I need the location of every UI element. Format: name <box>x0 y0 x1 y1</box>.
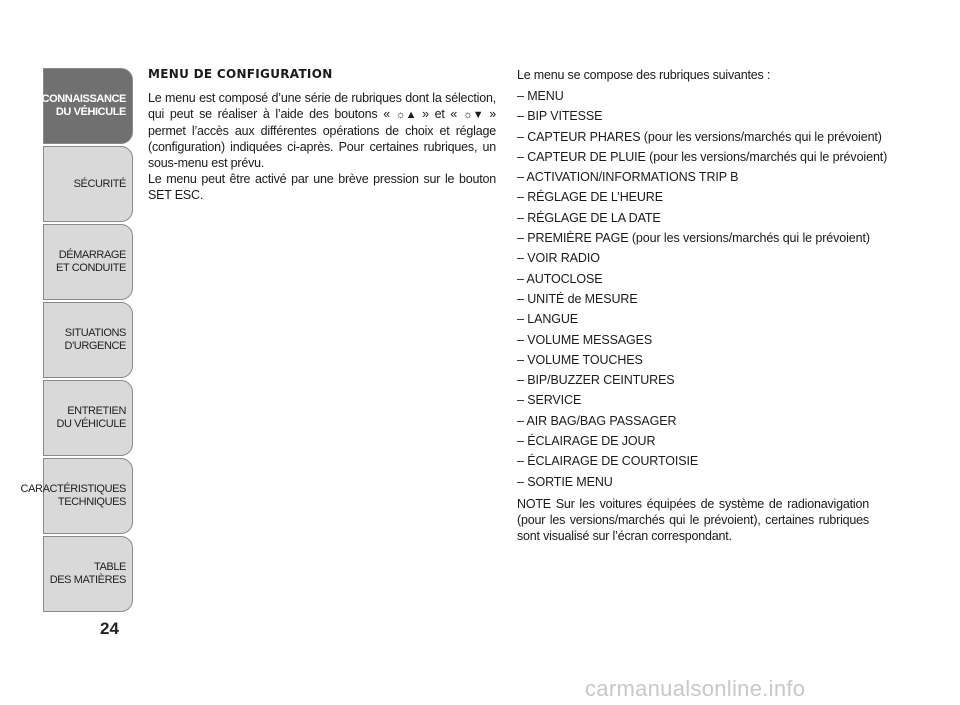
list-item: – ÉCLAIRAGE DE COURTOISIE <box>517 454 699 469</box>
tab-securite[interactable] <box>43 146 133 222</box>
navigation-note: NOTE Sur les voitures équipées de système de radionavigation (pour les versions/marchés qui le prévoient), certaines rubriques sont visualisé sur l’écran correspondant. <box>517 496 869 543</box>
list-item: – VOLUME TOUCHES <box>517 352 643 367</box>
right-column <box>517 67 888 556</box>
menu-description-part2: » et « <box>422 107 458 121</box>
tab-caracteristiques-techniques[interactable] <box>20 458 133 534</box>
tab-label: CARACTÉRISTIQUES TECHNIQUES <box>20 483 126 508</box>
list-item: – UNITÉ de MESURE <box>517 291 638 306</box>
list-item: – SERVICE <box>517 393 582 408</box>
menu-items-list <box>517 86 888 492</box>
tab-label: SITUATIONS D'URGENCE <box>64 327 126 352</box>
menu-description-part1: Le menu est composé d’une série de rubriques dont la sélection, qui peut se réaliser à l’aide des boutons « <box>148 91 496 121</box>
up-arrow-button-icon: ☼▲ <box>395 109 417 121</box>
list-item: – BIP VITESSE <box>517 109 603 124</box>
list-item: – CAPTEUR DE PLUIE (pour les versions/marchés qui le prévoient) <box>517 149 888 164</box>
tab-situations-d-urgence[interactable] <box>43 302 133 378</box>
list-item: – PREMIÈRE PAGE (pour les versions/marchés qui le prévoient) <box>517 231 870 246</box>
tab-table-des-matieres[interactable] <box>43 536 133 612</box>
menu-description-part3: » permet l’accès aux différentes opérations de choix et réglage (configuration) indiquées ci-après. Pour certaines rubriques, un sous-menu est prévu. <box>148 107 497 170</box>
tab-label: SÉCURITÉ <box>73 177 126 190</box>
list-item: – CAPTEUR PHARES (pour les versions/marchés qui le prévoient) <box>517 129 882 144</box>
list-item: – LANGUE <box>517 312 579 327</box>
menu-list-intro: Le menu se compose des rubriques suivantes : <box>517 68 771 82</box>
list-item: – ÉCLAIRAGE DE JOUR <box>517 434 656 449</box>
list-item: – AIR BAG/BAG PASSAGER <box>517 413 677 428</box>
section-title: MENU DE CONFIGURATION <box>148 67 333 81</box>
tab-label: ENTRETIEN DU VÉHICULE <box>56 405 126 430</box>
tab-label: CONNAISSANCE DU VÉHICULE <box>41 93 126 118</box>
tab-label: TABLE DES MATIÈRES <box>49 561 126 586</box>
tab-entretien-du-vehicule[interactable] <box>43 380 133 456</box>
page-number: 24 <box>100 619 119 638</box>
list-item: – MENU <box>517 89 564 103</box>
watermark: carmanualsonline.info <box>585 676 806 701</box>
list-item: – AUTOCLOSE <box>517 271 603 286</box>
list-item: – SORTIE MENU <box>517 474 613 489</box>
down-arrow-button-icon: ☼▼ <box>462 109 484 121</box>
tab-label: DÉMARRAGE ET CONDUITE <box>56 249 126 274</box>
list-item: – RÉGLAGE DE LA DATE <box>517 210 661 225</box>
menu-activation-text: Le menu peut être activé par une brève pression sur le bouton SET ESC. <box>148 172 496 202</box>
list-item: – BIP/BUZZER CEINTURES <box>517 373 675 388</box>
tab-demarrage-et-conduite[interactable] <box>43 224 133 300</box>
list-item: – VOIR RADIO <box>517 251 600 266</box>
left-column <box>148 67 496 203</box>
menu-description <box>148 90 496 171</box>
list-item: – ACTIVATION/INFORMATIONS TRIP B <box>517 170 739 185</box>
list-item: – VOLUME MESSAGES <box>517 332 653 347</box>
tab-connaissance-du-vehicule[interactable] <box>43 68 133 144</box>
list-item: – RÉGLAGE DE L’HEURE <box>517 190 663 205</box>
